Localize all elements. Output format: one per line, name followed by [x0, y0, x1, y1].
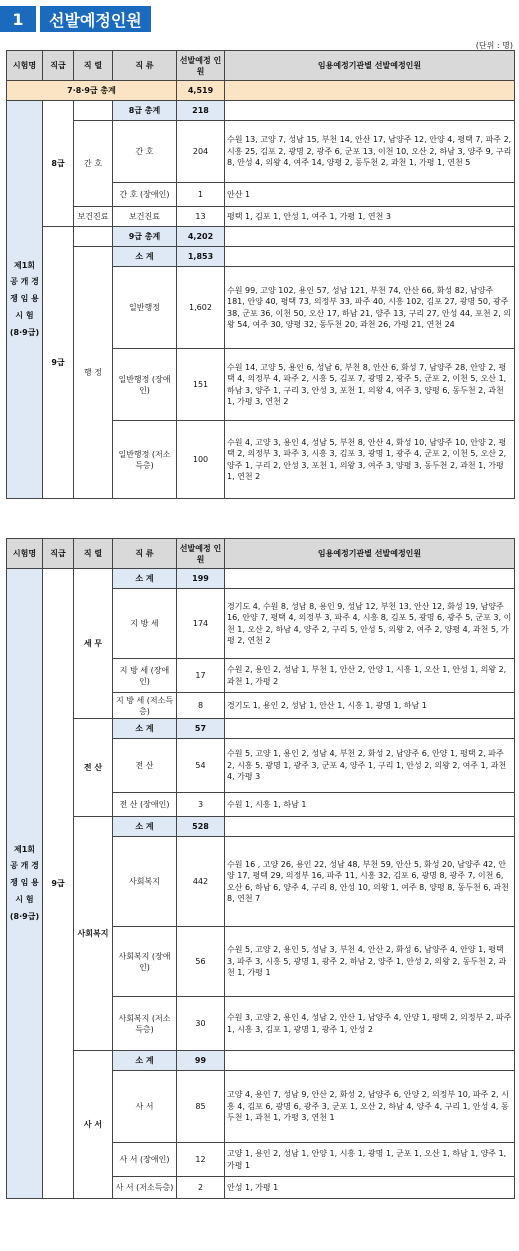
recruitment-table-2 — [6, 538, 515, 1199]
section-title: 선발예정인원 — [40, 6, 151, 32]
subtotal-value: 1,853 — [177, 247, 225, 267]
grand-total-value: 4,519 — [177, 81, 225, 101]
kind-cell: 사 서 (저소득층) — [113, 1177, 177, 1199]
series-nursing: 간 호 — [74, 121, 113, 207]
col-distribution: 임용예정기관별 선발예정인원 — [225, 51, 515, 81]
kind-cell: 전 산 (장애인) — [113, 793, 177, 817]
subtotal-row — [7, 569, 515, 589]
distribution-cell: 경기도 4, 수원 8, 성남 8, 용인 9, 성남 12, 부천 13, 안산 12, 화성 19, 남양주 16, 안양 7, 평택 4, 의정부 3, 파주 4, 시흥 8, 김포 5, 광명 6, 광주 5, 군포 3, 이천 1, 오산 2, 하남 4, 양주 2, 구리 5, 안성 5, 의왕 2, 여주 2, 양평 4, 과천 5, 가평 2, 연천 2 — [225, 589, 515, 659]
kind-cell: 보건진료 — [113, 207, 177, 227]
subtotal-row — [7, 719, 515, 739]
kind-cell: 지 방 세 — [113, 589, 177, 659]
kind-cell: 일반행정 (장애인) — [113, 349, 177, 421]
value-cell: 151 — [177, 349, 225, 421]
subtotal-value: 199 — [177, 569, 225, 589]
distribution-cell: 경기도 1, 용인 2, 성남 1, 안산 1, 시흥 1, 광명 1, 하남 1 — [225, 693, 515, 719]
col-grade: 직급 — [43, 51, 74, 81]
col-planned: 선발예정 인 원 — [177, 539, 225, 569]
value-cell: 100 — [177, 421, 225, 499]
table-row — [7, 207, 515, 227]
distribution-cell: 수원 5, 고양 2, 용인 5, 성남 3, 부천 4, 안산 2, 화성 6, 남양주 4, 안양 1, 평택 3, 파주 3, 시흥 5, 광명 1, 광주 2, 하남 2, 양주 1, 안성 2, 의왕 2, 동두천 2, 과천 1, 가평 1 — [225, 927, 515, 997]
series-welfare: 사회복지 — [74, 817, 113, 1051]
value-cell: 2 — [177, 1177, 225, 1199]
subtotal-label: 소 계 — [113, 1051, 177, 1071]
col-distribution: 임용예정기관별 선발예정인원 — [225, 539, 515, 569]
value-cell: 174 — [177, 589, 225, 659]
exam-name-cell: 제1회 공 개 경 쟁 임 용 시 험 (8·9급) — [7, 101, 43, 499]
kind-cell: 사회복지 (장애인) — [113, 927, 177, 997]
distribution-cell: 수원 14, 고양 5, 용인 6, 성남 6, 부천 8, 안산 6, 화성 7, 남양주 28, 안양 2, 평택 4, 의정부 4, 파주 2, 시흥 5, 김포 7, 광명 2, 광주 5, 군포 2, 이천 5, 오산 1, 하남 3, 양주 1, 구리 3, 안성 3, 포천 1, 의왕 4, 여주 3, 양평 6, 동두천 2, 과천 1, 가평 3, 연천 2 — [225, 349, 515, 421]
distribution-cell: 안산 1 — [225, 183, 515, 207]
distribution-cell: 수원 1, 시흥 1, 하남 1 — [225, 793, 515, 817]
distribution-cell: 수원 5, 고양 1, 용인 2, 성남 4, 부천 2, 화성 2, 남양주 6, 안양 1, 평택 2, 파주 2, 시흥 5, 광명 1, 광주 3, 군포 4, 양주 1, 구리 1, 안성 2, 의왕 2, 여주 1, 과천 4, 가평 3 — [225, 739, 515, 793]
col-planned: 선발예정 인 원 — [177, 51, 225, 81]
value-cell: 54 — [177, 739, 225, 793]
col-exam: 시험명 — [7, 539, 43, 569]
section-number: 1 — [0, 6, 36, 32]
kind-cell: 일반행정 (저소득층) — [113, 421, 177, 499]
grade9-total-row — [7, 227, 515, 247]
value-cell: 1,602 — [177, 267, 225, 349]
distribution-cell: 평택 1, 김포 1, 안성 1, 여주 1, 가평 1, 연천 3 — [225, 207, 515, 227]
subtotal-value: 528 — [177, 817, 225, 837]
exam-name-cell: 제1회 공 개 경 쟁 임 용 시 험 (8·9급) — [7, 569, 43, 1199]
series-admin: 행 정 — [74, 247, 113, 499]
unit-label: (단위 : 명) — [475, 41, 513, 50]
col-series: 직 렬 — [74, 51, 113, 81]
section-header — [0, 6, 151, 32]
value-cell: 30 — [177, 997, 225, 1051]
value-cell: 8 — [177, 693, 225, 719]
distribution-cell: 수원 13, 고양 7, 성남 15, 부천 14, 안산 17, 남양주 12, 안양 4, 평택 7, 파주 2, 시흥 25, 김포 2, 광명 2, 광주 6, 군포 13, 이천 10, 오산 2, 하남 3, 양주 9, 구리 8, 안성 4, 의왕 4, 여주 14, 양평 2, 동두천 2, 과천 1, 가평 1, 연천 5 — [225, 121, 515, 183]
kind-cell: 사회복지 — [113, 837, 177, 927]
col-kind: 직 류 — [113, 539, 177, 569]
col-kind: 직 류 — [113, 51, 177, 81]
grand-total-label: 7·8·9급 총계 — [7, 81, 177, 101]
series-it: 전 산 — [74, 719, 113, 817]
subtotal-label: 소 계 — [113, 247, 177, 267]
subtotal-label: 소 계 — [113, 569, 177, 589]
value-cell: 17 — [177, 659, 225, 693]
grade8-total-row — [7, 101, 515, 121]
subtotal-row — [7, 1051, 515, 1071]
kind-cell: 간 호 (장애인) — [113, 183, 177, 207]
kind-cell: 사 서 — [113, 1071, 177, 1143]
series-library: 사 서 — [74, 1051, 113, 1199]
table-row — [7, 121, 515, 183]
subtotal-label: 소 계 — [113, 817, 177, 837]
value-cell: 56 — [177, 927, 225, 997]
subtotal-value: 57 — [177, 719, 225, 739]
kind-cell: 간 호 — [113, 121, 177, 183]
col-grade: 직급 — [43, 539, 74, 569]
grade8-total-label: 8급 총계 — [113, 101, 177, 121]
value-cell: 442 — [177, 837, 225, 927]
kind-cell: 지 방 세 (장애인) — [113, 659, 177, 693]
col-exam: 시험명 — [7, 51, 43, 81]
subtotal-value: 99 — [177, 1051, 225, 1071]
distribution-cell: 수원 3, 고양 2, 용인 4, 성남 2, 안산 1, 남양주 4, 안양 1, 평택 2, 의정부 2, 파주 1, 시흥 3, 김포 1, 광명 1, 광주 1, 안성 2 — [225, 997, 515, 1051]
series-health: 보건진료 — [74, 207, 113, 227]
value-cell: 204 — [177, 121, 225, 183]
value-cell: 85 — [177, 1071, 225, 1143]
value-cell: 13 — [177, 207, 225, 227]
kind-cell: 전 산 — [113, 739, 177, 793]
series-tax: 세 무 — [74, 569, 113, 719]
grade8-total-value: 218 — [177, 101, 225, 121]
distribution-cell: 수원 4, 고양 3, 용인 4, 성남 5, 부천 8, 안산 4, 화성 10, 남양주 10, 안양 2, 평택 2, 의정부 3, 파주 3, 시흥 3, 김포 3, 광명 1, 광주 4, 군포 2, 이천 5, 오산 2, 양주 1, 구리 2, 안성 3, 포천 1, 의왕 3, 여주 3, 양평 3, 동두천 2, 과천 1, 가평 1, 연천 2 — [225, 421, 515, 499]
subtotal-row — [7, 247, 515, 267]
kind-cell: 지 방 세 (저소득층) — [113, 693, 177, 719]
grade9-total-value: 4,202 — [177, 227, 225, 247]
value-cell: 3 — [177, 793, 225, 817]
col-series: 직 렬 — [74, 539, 113, 569]
grade9-cell: 9급 — [43, 227, 74, 499]
distribution-cell: 수원 2, 용인 2, 성남 1, 부천 1, 안산 2, 안양 1, 시흥 1, 오산 1, 안성 1, 의왕 2, 과천 1, 가평 2 — [225, 659, 515, 693]
distribution-cell: 수원 16 , 고양 26, 용인 22, 성남 48, 부천 59, 안산 5, 화성 20, 남양주 42, 안양 17, 평택 29, 의정부 16, 파주 11, 시흥 32, 김포 6, 광명 8, 광주 7, 이천 6, 오산 6, 하남 6, 양주 4, 구리 8, 안성 10, 의왕 1, 여주 8, 양평 8, 동두천 6, 과천 8, 연천 7 — [225, 837, 515, 927]
subtotal-label: 소 계 — [113, 719, 177, 739]
kind-cell: 사회복지 (저소득층) — [113, 997, 177, 1051]
value-cell: 1 — [177, 183, 225, 207]
kind-cell: 일반행정 — [113, 267, 177, 349]
recruitment-table-1 — [6, 50, 515, 499]
grand-total-row — [7, 81, 515, 101]
distribution-cell: 고양 4, 용인 7, 성남 9, 안산 2, 화성 2, 남양주 6, 안양 2, 의정부 10, 파주 2, 시흥 4, 김포 6, 광명 6, 광주 3, 군포 1, 오산 2, 하남 4, 양주 4, 구리 1, 안성 4, 동두천 1, 과천 1, 가평 3, 연천 1 — [225, 1071, 515, 1143]
grade9-cell: 9급 — [43, 569, 74, 1199]
grade9-total-label: 9급 총계 — [113, 227, 177, 247]
kind-cell: 사 서 (장애인) — [113, 1143, 177, 1177]
grade8-cell: 8급 — [43, 101, 74, 227]
distribution-cell: 고양 1, 용인 2, 성남 1, 안양 1, 시흥 1, 광명 1, 군포 1, 오산 1, 하남 1, 양주 1, 가평 1 — [225, 1143, 515, 1177]
value-cell: 12 — [177, 1143, 225, 1177]
distribution-cell: 수원 99, 고양 102, 용인 57, 성남 121, 부천 74, 안산 66, 화성 82, 남양주 181, 안양 40, 평택 73, 의정부 33, 파주 40, 시흥 102, 김포 27, 광명 50, 광주 38, 군포 36, 이천 50, 오산 17, 하남 21, 양주 13, 구리 27, 안성 44, 포천 2, 의왕 54, 여주 30, 양평 32, 동두천 20, 과천 26, 가평 21, 연천 24 — [225, 267, 515, 349]
distribution-cell: 안성 1, 가평 1 — [225, 1177, 515, 1199]
subtotal-row — [7, 817, 515, 837]
